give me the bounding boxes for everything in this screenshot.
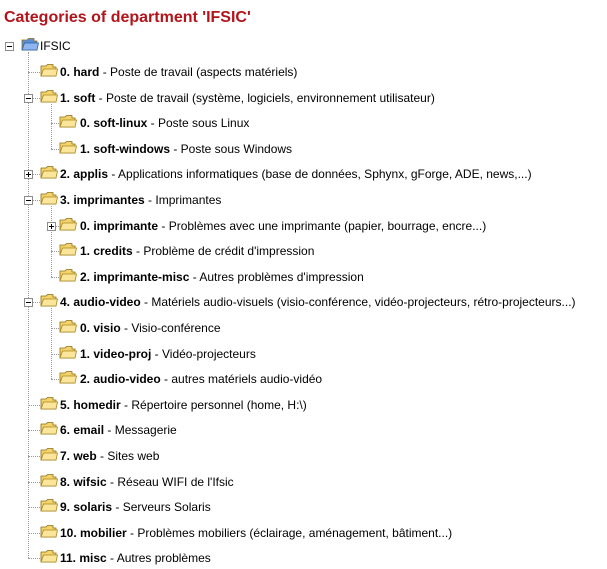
tree-connector: [51, 206, 52, 277]
folder-icon: [40, 396, 58, 410]
category-item[interactable]: [60, 547, 211, 569]
tree-connector: [51, 149, 59, 150]
tree-connector: [51, 379, 59, 380]
category-item[interactable]: [60, 496, 211, 518]
category-code[interactable]: 0. visio: [80, 321, 121, 335]
category-item[interactable]: [60, 394, 307, 416]
folder-icon: [40, 498, 58, 512]
category-item[interactable]: [60, 163, 532, 185]
category-item[interactable]: [60, 61, 297, 83]
category-code[interactable]: 6. email: [60, 423, 105, 437]
tree-connector: [51, 123, 59, 124]
tree-connector: [51, 277, 59, 278]
category-code[interactable]: 1. video-proj: [80, 347, 152, 361]
category-description: - Imprimantes: [144, 193, 222, 207]
category-item[interactable]: [80, 240, 314, 262]
category-code[interactable]: 5. homedir: [60, 398, 121, 412]
category-description: - Réseau WIFI de l'Ifsic: [106, 475, 234, 489]
category-description: - Autres problèmes d'impression: [189, 270, 364, 284]
folder-icon: [59, 114, 77, 128]
folder-icon: [40, 293, 58, 307]
category-description: - Serveurs Solaris: [112, 500, 211, 514]
category-code[interactable]: 3. imprimantes: [60, 193, 145, 207]
category-description: - Problème de crédit d'impression: [132, 244, 315, 258]
category-description: - Autres problèmes: [106, 551, 211, 565]
category-item[interactable]: [60, 471, 234, 493]
category-item[interactable]: [60, 87, 435, 109]
tree-connector: [28, 507, 40, 508]
folder-icon: [40, 549, 58, 563]
folder-icon: [40, 63, 58, 77]
expand-toggle-minus[interactable]: [24, 94, 33, 103]
folder-icon: [59, 319, 77, 333]
tree-connector: [51, 328, 59, 329]
category-code[interactable]: 11. misc: [60, 551, 107, 565]
folder-icon: [40, 191, 58, 205]
category-code[interactable]: 1. soft: [60, 91, 96, 105]
category-code[interactable]: 2. audio-video: [80, 372, 161, 386]
category-description: - Vidéo-projecteurs: [151, 347, 256, 361]
tree-connector: [28, 430, 40, 431]
tree-root-label: IFSIC: [40, 39, 71, 53]
category-code[interactable]: 2. applis: [60, 167, 109, 181]
category-item[interactable]: [80, 112, 249, 134]
root-folder-icon: [21, 37, 39, 51]
category-item[interactable]: [80, 317, 221, 339]
tree-connector: [28, 72, 40, 73]
category-code[interactable]: 0. soft-linux: [80, 116, 148, 130]
category-description: - autres matériels audio-vidéo: [160, 372, 323, 386]
category-code[interactable]: 0. imprimante: [80, 219, 159, 233]
category-item[interactable]: [60, 291, 576, 313]
category-description: - Problèmes avec une imprimante (papier, bourrage, encre...): [158, 219, 487, 233]
tree-connector: [51, 354, 59, 355]
tree-connector: [28, 405, 40, 406]
tree-connector: [51, 251, 59, 252]
expand-toggle-minus[interactable]: [24, 196, 33, 205]
expand-toggle-minus[interactable]: [24, 298, 33, 307]
category-description: - Poste de travail (aspects matériels): [99, 65, 298, 79]
category-description: - Poste sous Windows: [170, 142, 293, 156]
folder-icon: [40, 447, 58, 461]
category-item[interactable]: [60, 522, 452, 544]
root-collapse-toggle[interactable]: [5, 42, 14, 51]
folder-icon: [59, 268, 77, 282]
category-description: - Sites web: [96, 449, 160, 463]
folder-icon: [40, 524, 58, 538]
category-description: - Matériels audio-visuels (visio-conférence, vidéo-projecteurs, rétro-projecteurs...): [140, 295, 576, 309]
category-item[interactable]: [80, 138, 292, 160]
folder-icon: [59, 242, 77, 256]
folder-icon: [40, 473, 58, 487]
category-item[interactable]: [80, 266, 364, 288]
tree-connector: [28, 558, 40, 559]
tree-connector: [28, 456, 40, 457]
category-code[interactable]: 0. hard: [60, 65, 100, 79]
category-code[interactable]: 8. wifsic: [60, 475, 107, 489]
category-code[interactable]: 2. imprimante-misc: [80, 270, 190, 284]
category-code[interactable]: 10. mobilier: [60, 526, 127, 540]
category-item[interactable]: [80, 368, 322, 390]
folder-icon: [40, 165, 58, 179]
category-description: - Messagerie: [104, 423, 177, 437]
category-item[interactable]: [80, 343, 256, 365]
expand-toggle-plus[interactable]: [47, 222, 56, 231]
category-description: - Poste sous Linux: [147, 116, 250, 130]
expand-toggle-plus[interactable]: [24, 170, 33, 179]
category-code[interactable]: 4. audio-video: [60, 295, 141, 309]
folder-icon: [40, 89, 58, 103]
category-description: - Visio-conférence: [120, 321, 221, 335]
tree-connector: [51, 308, 52, 379]
category-code[interactable]: 1. credits: [80, 244, 133, 258]
category-description: - Applications informatiques (base de données, Sphynx, gForge, ADE, news,...): [108, 167, 532, 181]
category-code[interactable]: 9. solaris: [60, 500, 113, 514]
category-description: - Répertoire personnel (home, H:\): [120, 398, 307, 412]
category-description: - Problèmes mobiliers (éclairage, aménagement, bâtiment...): [126, 526, 453, 540]
tree-connector: [28, 533, 40, 534]
category-item[interactable]: [60, 419, 177, 441]
category-item[interactable]: [60, 445, 159, 467]
category-code[interactable]: 7. web: [60, 449, 97, 463]
category-item[interactable]: [60, 189, 221, 211]
tree-connector: [51, 104, 52, 149]
folder-icon: [40, 421, 58, 435]
folder-icon: [59, 370, 77, 384]
tree-connector: [28, 482, 40, 483]
category-description: - Poste de travail (système, logiciels, environnement utilisateur): [95, 91, 435, 105]
page-title: Categories of department 'IFSIC': [4, 9, 251, 26]
category-code[interactable]: 1. soft-windows: [80, 142, 170, 156]
folder-icon: [59, 217, 77, 231]
folder-icon: [59, 345, 77, 359]
folder-icon: [59, 140, 77, 154]
category-item[interactable]: [80, 215, 486, 237]
